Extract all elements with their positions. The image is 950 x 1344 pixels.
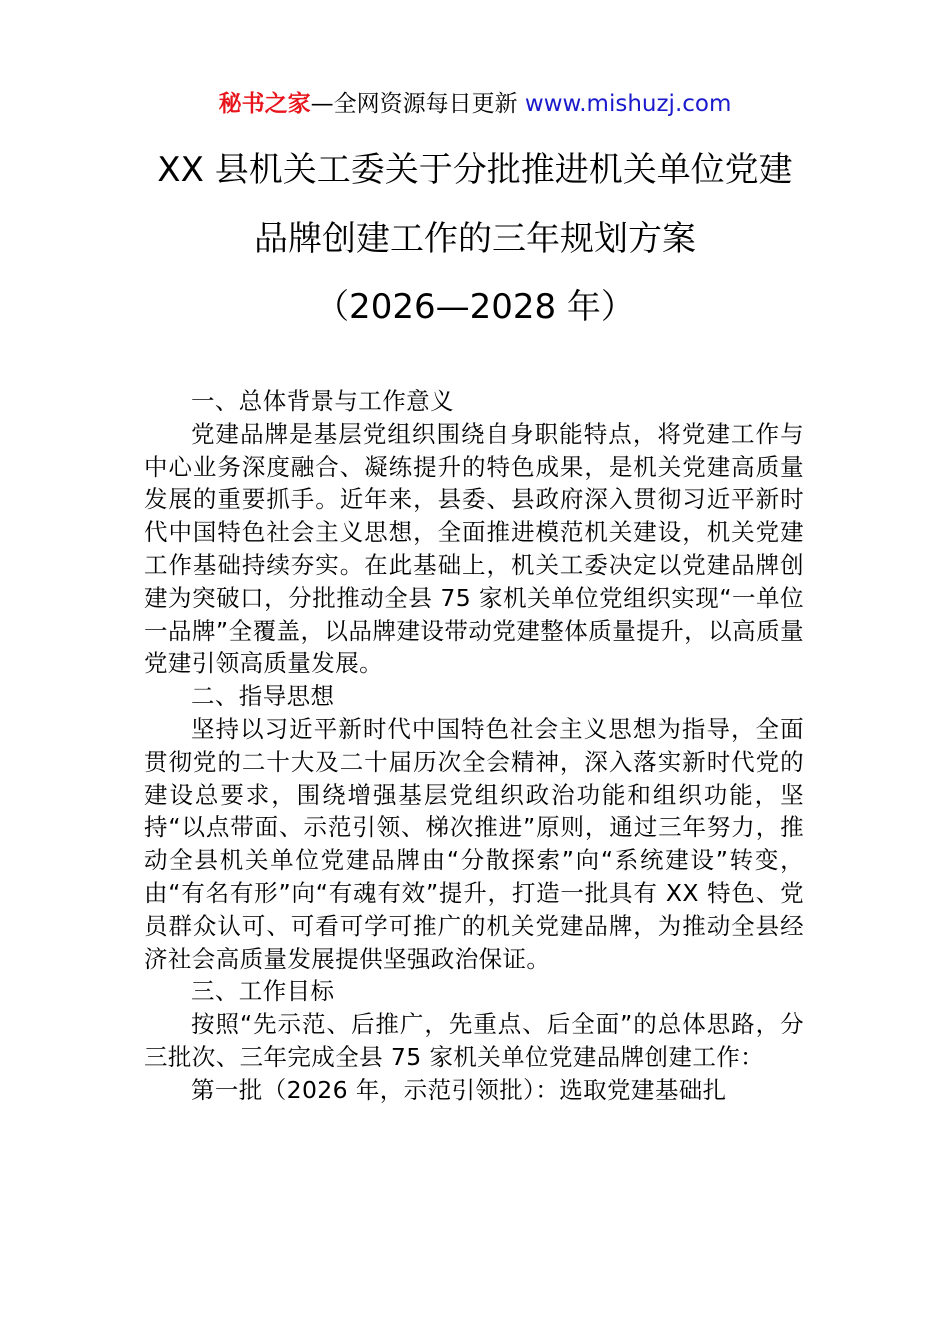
paragraph-guiding-thought: 坚持以习近平新时代中国特色社会主义思想为指导，全面贯彻党的二十大及二十届历次全会精神，深入落实新时代党的建设总要求，围绕增强基层党组织政治功能和组织功能，坚持“以点带面、示范引领、梯次推进”原则，通过三年努力，推动全县机关单位党建品牌由“分散探索”向“系统建设”转变，由“有名有形”向“有魂有效”提升，打造一批具有 XX 特色、党员群众认可、可看可学可推广的机关党建品牌，为推动全县经济社会高质量发展提供坚强政治保证。 [144, 714, 804, 973]
title-line-3: （2026—2028 年） [315, 287, 635, 327]
section-heading-background: 一、总体背景与工作意义 [191, 387, 454, 415]
site-brand: 秘书之家 [218, 91, 311, 117]
paragraph-background: 党建品牌是基层党组织围绕自身职能特点，将党建工作与中心业务深度融合、凝练提升的特色成果，是机关党建高质量发展的重要抓手。近年来，县委、县政府深入贯彻习近平新时代中国特色社会主义思想，全面推进模范机关建设，机关党建工作基础持续夯实。在此基础上，机关工委决定以党建品牌创建为突破口，分批推动全县 75 家机关单位党组织实现“一单位一品牌”全覆盖，以品牌建设带动党建整体质量提升，以高质量党建引领高质量发展。 [144, 419, 804, 678]
document-title [0, 150, 950, 327]
site-header [0, 88, 950, 120]
site-url-link[interactable]: www.mishuzj.com [524, 91, 732, 117]
paragraph-first-batch: 第一批（2026 年，示范引领批）：选取党建基础扎 [191, 1075, 727, 1104]
section-heading-guiding-thought: 二、指导思想 [191, 682, 335, 711]
section-heading-goals: 三、工作目标 [191, 977, 335, 1006]
title-line-1: XX 县机关工委关于分批推进机关单位党建 [157, 150, 793, 190]
title-line-2: 品牌创建工作的三年规划方案 [254, 219, 696, 259]
site-tagline: —全网资源每日更新 [310, 91, 525, 117]
document-body [144, 385, 804, 1107]
paragraph-goals: 按照“先示范、后推广，先重点、后全面”的总体思路，分三批次、三年完成全县 75 家机关单位党建品牌创建工作： [144, 1010, 804, 1071]
